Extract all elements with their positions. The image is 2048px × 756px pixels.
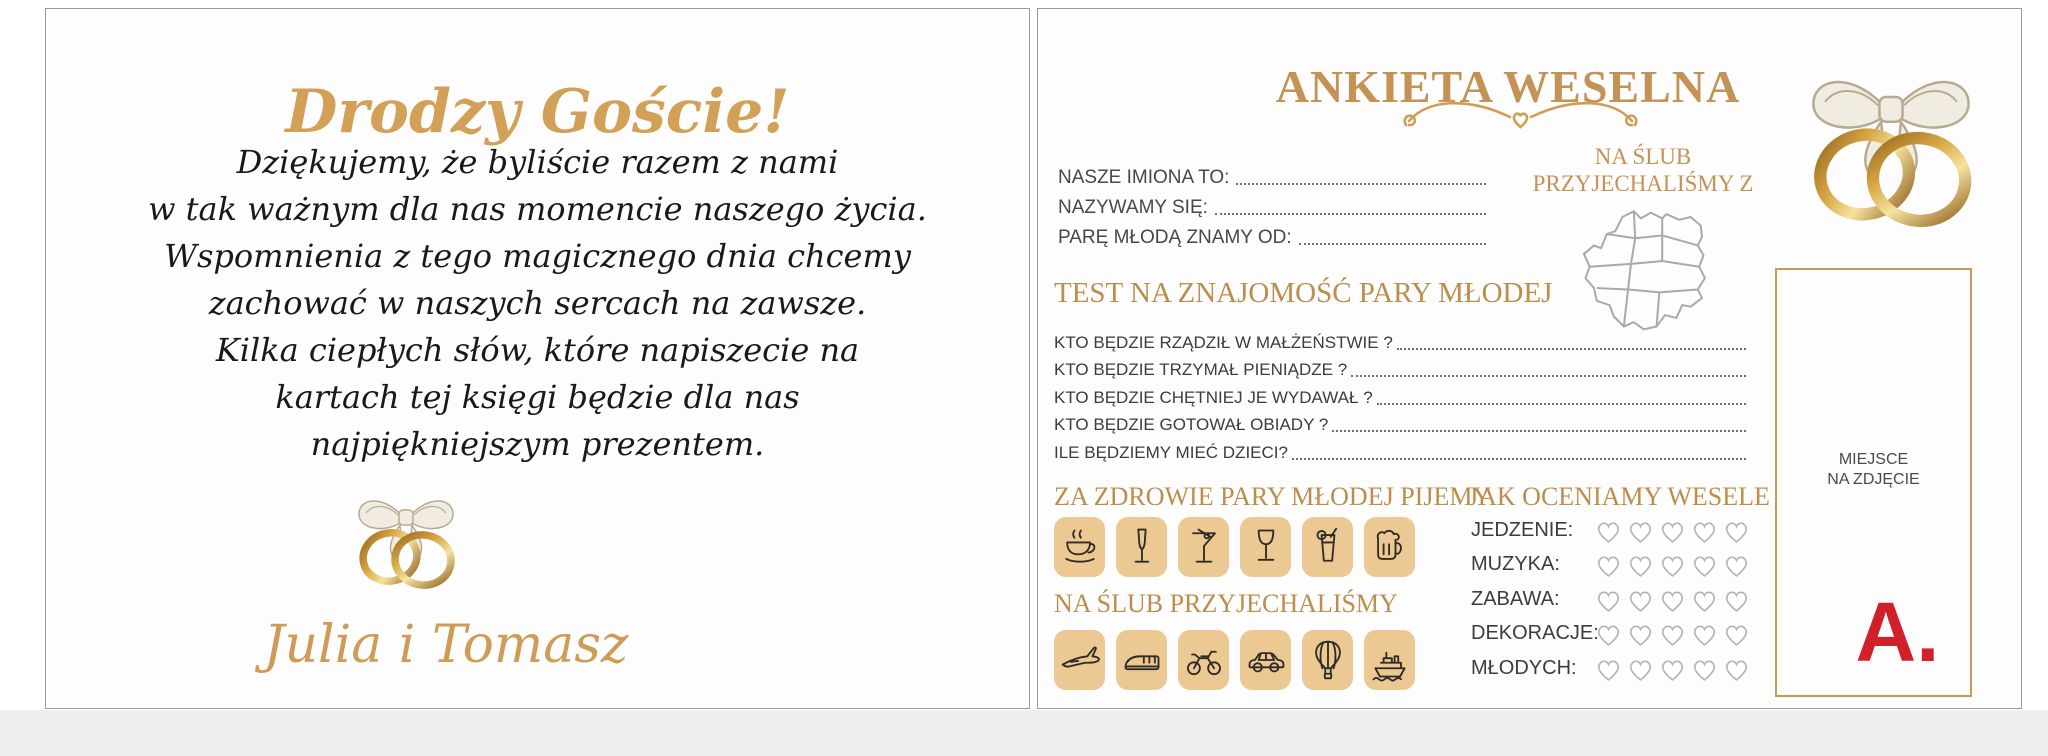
question-answer-line xyxy=(1332,430,1746,432)
rating-hearts xyxy=(1593,619,1752,648)
message-line: Wspomnienia z tego magicznego dnia chcemy xyxy=(164,237,911,275)
test-section-heading: TEST NA ZNAJOMOŚĆ PARY MŁODEJ xyxy=(1054,277,1553,309)
heart-icon xyxy=(1657,550,1688,579)
rating-label: ZABAWA: xyxy=(1471,587,1560,610)
heart-icon xyxy=(1657,619,1688,648)
field-label: NAZYWAMY SIĘ: xyxy=(1058,197,1208,218)
field-answer-line xyxy=(1299,243,1486,245)
guest-info-fields xyxy=(1058,159,1486,249)
heart-icon xyxy=(1721,654,1752,683)
field-label: NASZE IMIONA TO: xyxy=(1058,167,1230,188)
arrived-from-line2: PRZYJECHALIŚMY Z xyxy=(1532,171,1754,196)
heart-icon xyxy=(1625,654,1656,683)
heart-icon xyxy=(1689,550,1720,579)
heart-icon xyxy=(1625,550,1656,579)
champagne-flute-icon xyxy=(1116,517,1167,577)
question-row xyxy=(1054,353,1746,381)
heart-icon xyxy=(1593,619,1624,648)
photo-placeholder-label: MIEJSCE NA ZDJĘCIE xyxy=(1827,451,1920,488)
message-line: zachować w naszych sercach na zawsze. xyxy=(208,284,867,322)
rating-row xyxy=(1471,617,1752,652)
question-label: KTO BĘDZIE TRZYMAŁ PIENIĄDZE ? xyxy=(1054,360,1348,379)
field-row xyxy=(1058,159,1486,189)
arrived-from-line1: NA ŚLUB xyxy=(1594,144,1692,169)
heart-icon xyxy=(1721,516,1752,545)
rating-hearts xyxy=(1593,516,1752,545)
drinks-icon-row xyxy=(1054,517,1415,577)
field-row xyxy=(1058,189,1486,219)
flourish-ornament-icon xyxy=(1398,91,1643,135)
arrived-from-heading xyxy=(1493,143,1793,197)
heart-icon xyxy=(1625,516,1656,545)
rating-label: MUZYKA: xyxy=(1471,553,1560,576)
couple-names: Julia i Tomasz xyxy=(263,615,629,675)
transport-icon-row xyxy=(1054,630,1415,690)
test-questions xyxy=(1054,325,1746,463)
airplane-icon xyxy=(1054,630,1105,690)
wedding-rings-icon xyxy=(1792,49,1990,234)
rating-row xyxy=(1471,582,1752,617)
field-answer-line xyxy=(1236,183,1486,185)
message-line: Kilka ciepłych słów, które napiszecie na xyxy=(215,331,860,369)
transport-section-heading: NA ŚLUB PRZYJECHALIŚMY xyxy=(1054,589,1398,618)
coffee-cup-icon xyxy=(1054,517,1105,577)
question-row xyxy=(1054,435,1746,463)
heart-icon xyxy=(1721,550,1752,579)
train-icon xyxy=(1116,630,1167,690)
guestbook-message xyxy=(46,139,1029,468)
question-answer-line xyxy=(1351,375,1746,377)
question-row xyxy=(1054,408,1746,436)
ship-icon xyxy=(1364,630,1415,690)
question-row xyxy=(1054,325,1746,353)
car-icon xyxy=(1240,630,1291,690)
drinks-section-heading: ZA ZDROWIE PARY MŁODEJ PIJEMY xyxy=(1054,482,1492,511)
rating-row xyxy=(1471,548,1752,583)
question-label: KTO BĘDZIE GOTOWAŁ OBIADY ? xyxy=(1054,415,1329,434)
hot-air-balloon-icon xyxy=(1302,630,1353,690)
heart-icon xyxy=(1721,585,1752,614)
rating-row xyxy=(1471,651,1752,686)
heart-icon xyxy=(1625,585,1656,614)
heart-icon xyxy=(1593,585,1624,614)
rating-hearts xyxy=(1593,550,1752,579)
message-line: najpiękniejszym prezentem. xyxy=(310,425,765,463)
question-label: ILE BĘDZIEMY MIEĆ DZIECI? xyxy=(1054,442,1288,462)
beer-mug-icon xyxy=(1364,517,1415,577)
guestbook-greeting-title: Drodzy Goście! xyxy=(285,77,790,148)
rating-hearts xyxy=(1593,585,1752,614)
heart-icon xyxy=(1657,654,1688,683)
question-answer-line xyxy=(1397,348,1746,350)
martini-glass-icon xyxy=(1178,517,1229,577)
cocktail-glass-icon xyxy=(1302,517,1353,577)
question-label: KTO BĘDZIE RZĄDZIŁ W MAŁŻEŃSTWIE ? xyxy=(1054,332,1393,352)
heart-icon xyxy=(1657,585,1688,614)
heart-icon xyxy=(1689,516,1720,545)
wedding-rings-icon xyxy=(346,481,466,593)
poland-map-icon xyxy=(1574,207,1722,335)
heart-icon xyxy=(1689,654,1720,683)
heart-icon xyxy=(1689,585,1720,614)
photo-placeholder-box xyxy=(1775,268,1972,697)
question-row xyxy=(1054,380,1746,408)
question-answer-line xyxy=(1292,458,1746,460)
question-label: KTO BĘDZIE CHĘTNIEJ JE WYDAWAŁ ? xyxy=(1054,387,1373,407)
rating-label: JEDZENIE: xyxy=(1471,518,1574,541)
survey-title: ANKIETA WESELNA xyxy=(1275,60,1741,112)
heart-icon xyxy=(1593,550,1624,579)
rating-label: DEKORACJE: xyxy=(1471,622,1599,645)
message-line: Dziękujemy, że byliście razem z nami xyxy=(236,143,839,181)
rating-label: MŁODYCH: xyxy=(1471,656,1577,679)
heart-icon xyxy=(1689,619,1720,648)
rating-section-heading: JAK OCENIAMY WESELE xyxy=(1468,482,1770,511)
field-answer-line xyxy=(1215,213,1486,215)
variant-letter: A. xyxy=(1855,585,1940,679)
right-page xyxy=(1037,8,2022,709)
wine-glass-icon xyxy=(1240,517,1291,577)
heart-icon xyxy=(1625,619,1656,648)
left-page xyxy=(45,8,1030,709)
heart-icon xyxy=(1657,516,1688,545)
message-line: kartach tej księgi będzie dla nas xyxy=(275,378,800,416)
rating-row xyxy=(1471,513,1752,548)
field-row xyxy=(1058,219,1486,249)
motorcycle-icon xyxy=(1178,630,1229,690)
background-surface xyxy=(0,710,2048,756)
heart-icon xyxy=(1721,619,1752,648)
question-answer-line xyxy=(1377,403,1746,405)
heart-icon xyxy=(1593,654,1624,683)
rating-rows xyxy=(1471,513,1752,686)
heart-icon xyxy=(1593,516,1624,545)
rating-hearts xyxy=(1593,654,1752,683)
field-label: PARĘ MŁODĄ ZNAMY OD: xyxy=(1058,227,1292,248)
message-line: w tak ważnym dla nas momencie naszego życia. xyxy=(148,190,927,228)
